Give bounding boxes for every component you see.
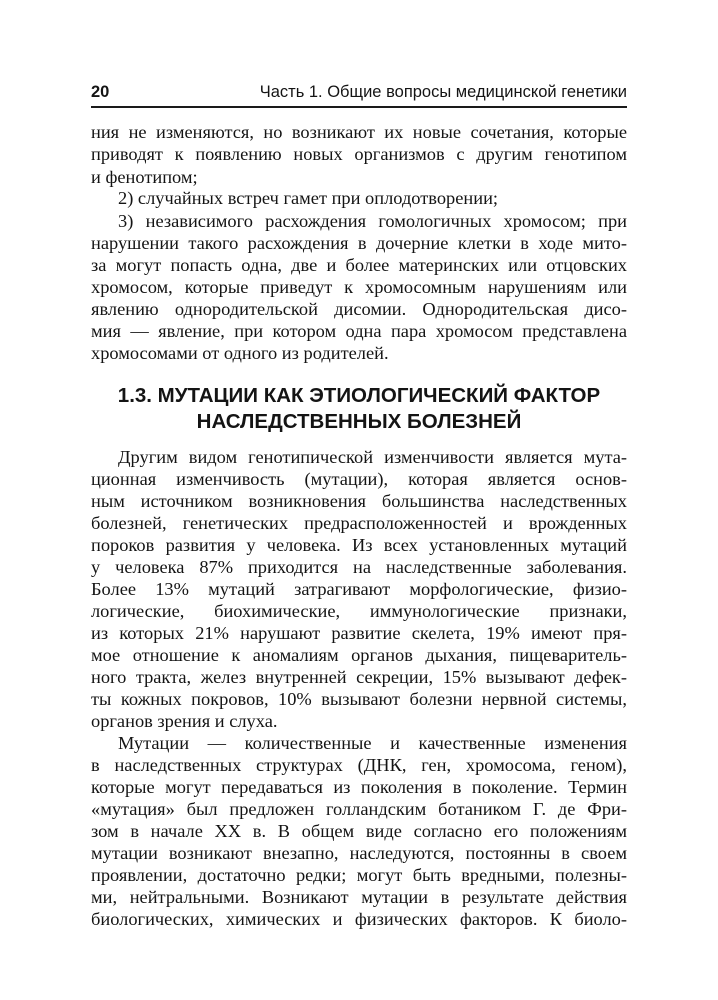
text-line: нарушении такого расхождения в дочерние клетки в ходе мито- [91,233,627,253]
text-line: «мутация» был предложен голландским ботаником Г. де Фри- [91,799,627,819]
page-header [91,80,627,106]
text-line: биологических, химических и физических факторов. К биоло- [91,909,627,929]
running-title: Часть 1. Общие вопросы медицинской генетики [259,83,627,101]
text-line: ного тракта, желез внутренней секреции, 15% вызывают дефек- [91,667,627,687]
text-line: Другим видом генотипической изменчивости является мута- [118,447,627,467]
text-line: приводят к появлению новых организмов с другим генотипом [91,144,627,164]
text-line: проявлении, достаточно редки; могут быть вредными, полезны- [91,865,627,885]
text-line: хромосом, которые приведут к хромосомным нарушениям или [91,277,627,297]
text-line: 3) независимого расхождения гомологичных хромосом; при [118,211,627,231]
page-number: 20 [91,83,110,101]
text-line: 2) случайных встреч гамет при оплодотворении; [118,188,499,208]
section-heading-line-1: 1.3. МУТАЦИИ КАК ЭТИОЛОГИЧЕСКИЙ ФАКТОР [117,384,601,407]
text-line: логические, биохимические, иммунологические признаки, [91,601,627,621]
text-line: ты кожных покровов, 10% вызывают болезни нервной системы, [91,689,627,709]
text-line: Более 13% мутаций затрагивают морфологические, физио- [91,579,627,599]
text-line: ционная изменчивость (мутации), которая является основ- [91,469,627,489]
text-line: мутации возникают внезапно, наследуются, постоянны в своем [91,843,627,863]
text-line: органов зрения и слуха. [91,711,278,731]
text-line: мия — явление, при котором одна пара хромосом представлена [91,321,627,341]
text-line: из которых 21% нарушают развитие скелета, 19% имеют пря- [91,623,627,643]
text-line: Мутации — количественные и качественные изменения [118,733,627,753]
text-line: в наследственных структурах (ДНК, ген, хромосома, геном), [91,755,627,775]
text-line: мое отношение к аномалиям органов дыхания, пищеваритель- [91,645,627,665]
text-line: ми, нейтральными. Возникают мутации в результате действия [91,887,627,907]
text-line: и фенотипом; [91,167,198,187]
text-line: явлению однородительской дисомии. Однородительская дисо- [91,299,627,319]
header-rule [91,106,627,108]
text-line: ния не изменяются, но возникают их новые сочетания, которые [91,122,627,142]
text-line: которые могут передаваться из поколения в поколение. Термин [91,777,627,797]
text-line: зом в начале XX в. В общем виде согласно его положениям [91,821,627,841]
text-line: ным источником возникновения большинства наследственных [91,491,627,511]
text-line: хромосомами от одного из родителей. [91,343,389,363]
text-line: пороков развития у человека. Из всех установленных мутаций [91,535,627,555]
text-line: за могут попасть одна, две и более материнских или отцовских [91,255,627,275]
section-heading-line-2: НАСЛЕДСТВЕННЫХ БОЛЕЗНЕЙ [196,410,522,433]
text-line: у человека 87% приходится на наследственные заболевания. [91,557,627,577]
text-line: болезней, генетических предрасположенностей и врожденных [91,513,627,533]
